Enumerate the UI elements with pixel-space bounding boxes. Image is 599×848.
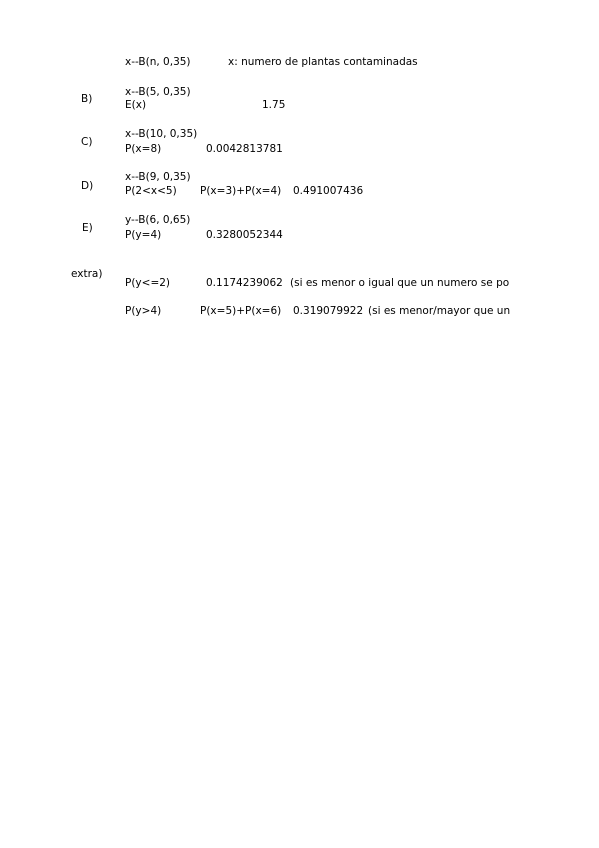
section-d-distribution: x--B(9, 0,35) (125, 171, 191, 183)
extra-row1-expression: P(y<=2) (125, 277, 171, 289)
section-c-label: C) (81, 136, 93, 148)
extra-row2-result: 0.319079922 (293, 305, 364, 317)
extra-label: extra) (71, 268, 103, 280)
section-c-distribution: x--B(10, 0,35) (125, 128, 198, 140)
section-c-result: 0.0042813781 (206, 143, 283, 155)
extra-row1-note: (si es menor o igual que un numero se po (290, 277, 510, 289)
section-d-formula: P(x=3)+P(x=4) (200, 185, 282, 197)
section-e-distribution: y--B(6, 0,65) (125, 214, 191, 226)
section-b-label: B) (81, 93, 93, 105)
extra-row2-formula: P(x=5)+P(x=6) (200, 305, 282, 317)
section-c-expression: P(x=8) (125, 143, 162, 155)
section-b-expression: E(x) (125, 99, 147, 111)
extra-row2-expression: P(y>4) (125, 305, 162, 317)
section-e-label: E) (82, 222, 93, 234)
section-e-result: 0.3280052344 (206, 229, 283, 241)
header-definition: x--B(n, 0,35) (125, 56, 191, 68)
extra-row2-note: (si es menor/mayor que un (368, 305, 511, 317)
section-d-label: D) (81, 180, 94, 192)
section-d-result: 0.491007436 (293, 185, 364, 197)
section-b-result: 1.75 (262, 99, 286, 111)
section-b-distribution: x--B(5, 0,35) (125, 86, 191, 98)
extra-row1-result: 0.1174239062 (206, 277, 283, 289)
section-d-expression: P(2<x<5) (125, 185, 177, 197)
section-e-expression: P(y=4) (125, 229, 162, 241)
header-description: x: numero de plantas contaminadas (228, 56, 418, 68)
